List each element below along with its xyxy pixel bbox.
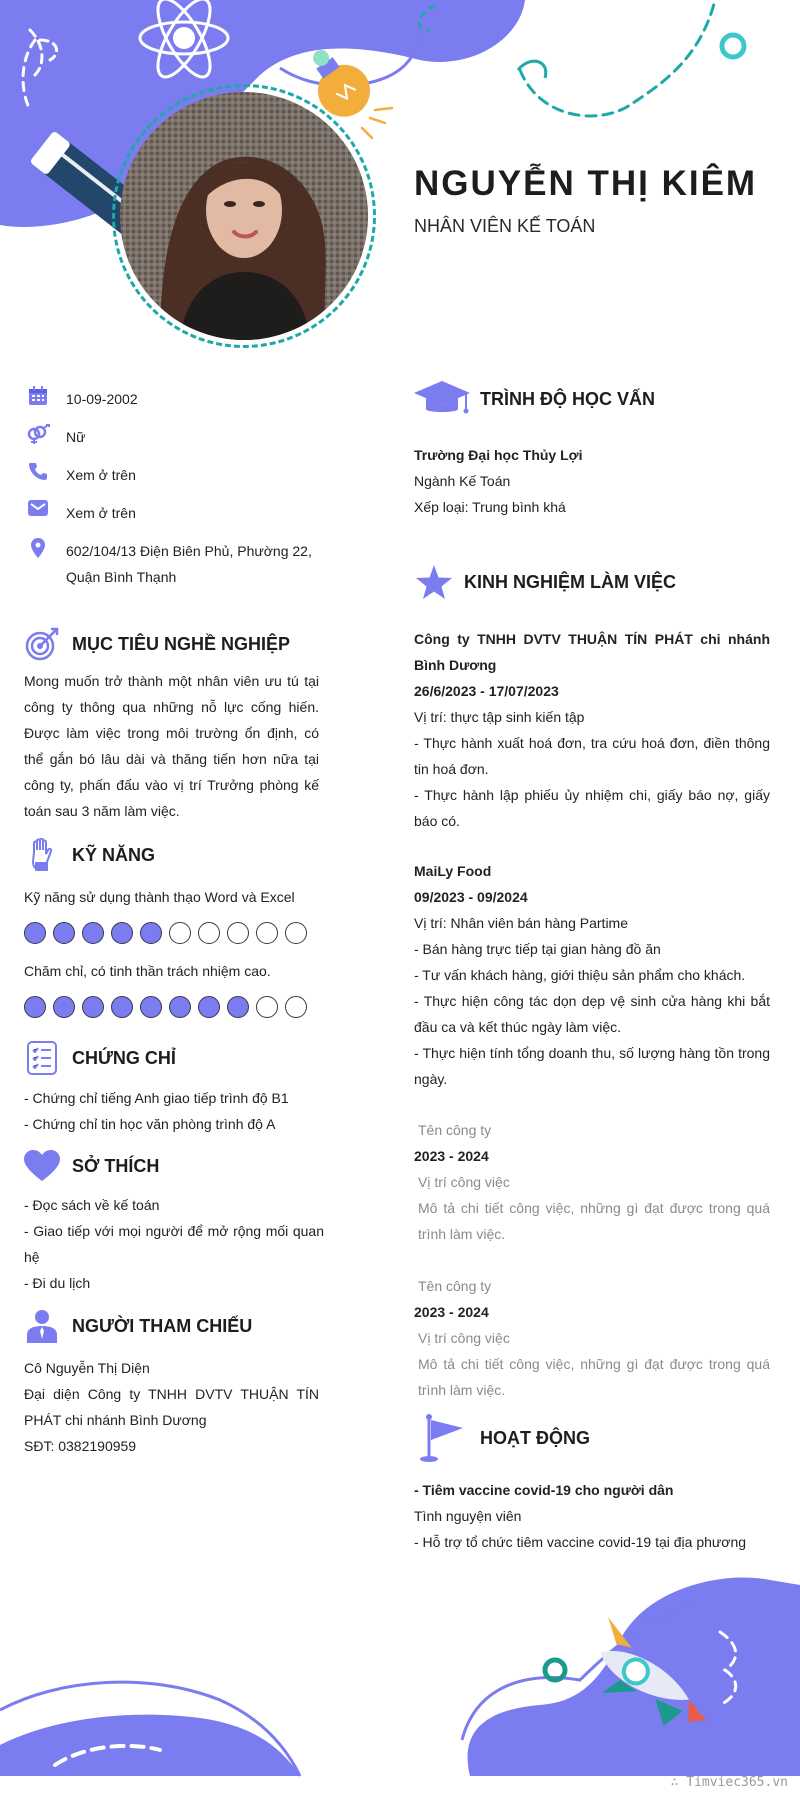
gender-icon xyxy=(26,424,50,448)
location-pin-icon xyxy=(26,538,50,562)
certificates-list xyxy=(24,1085,324,1137)
certificates-header xyxy=(22,1038,176,1078)
rating-dot-filled xyxy=(82,922,104,944)
activities-header xyxy=(414,1418,590,1458)
hobby-item: - Đi du lịch xyxy=(24,1275,91,1291)
work-position: Vị trí: thực tập sinh kiến tập xyxy=(414,709,585,725)
rating-dot-empty xyxy=(227,922,249,944)
work-detail: - Thực hiện công tác dọn dẹp vệ sinh cửa hàng khi bắt đầu ca và kết thúc ngày làm việc. xyxy=(414,993,770,1035)
company-name: Tên công ty xyxy=(418,1122,492,1138)
activity-detail: - Hỗ trợ tổ chức tiêm vaccine covid-19 tại địa phương xyxy=(414,1534,747,1550)
star-icon xyxy=(414,562,454,602)
candidate-name: NGUYỄN THỊ KIÊM xyxy=(414,164,758,203)
experience-title: KINH NGHIỆM LÀM VIỆC xyxy=(464,571,677,592)
skill-name-2: Chăm chỉ, có tinh thần trách nhiệm cao. xyxy=(24,963,271,979)
hobby-item: - Giao tiếp với mọi người để mở rộng mối quan hệ xyxy=(24,1223,324,1265)
contact-address xyxy=(26,538,316,590)
graduation-cap-icon xyxy=(414,379,470,419)
certificate-item: - Chứng chỉ tiếng Anh giao tiếp trình độ B1 xyxy=(24,1090,289,1106)
contact-phone xyxy=(26,462,316,488)
activity-item xyxy=(414,1477,774,1555)
checklist-icon xyxy=(22,1038,62,1078)
hobby-item: - Đọc sách về kế toán xyxy=(24,1197,160,1213)
person-icon xyxy=(22,1306,62,1346)
rating-dot-filled xyxy=(24,922,46,944)
skills-title: KỸ NĂNG xyxy=(72,844,156,865)
gender-value: Nữ xyxy=(66,429,86,445)
company-name: Công ty TNHH DVTV THUẬN TÍN PHÁT chi nhánh Bình Dương xyxy=(414,631,770,673)
work-detail: - Thực hành xuất hoá đơn, tra cứu hoá đơn, điền thông tin hoá đơn. xyxy=(414,735,770,777)
rating-dot-filled xyxy=(198,996,220,1018)
reference-line: Đại diện Công ty TNHH DVTV THUẬN TÍN PHÁT chi nhánh Bình Dương xyxy=(24,1386,319,1428)
rating-dot-filled xyxy=(53,922,75,944)
grade: Xếp loại: Trung bình khá xyxy=(414,499,566,515)
activity-name: - Tiêm vaccine covid-19 cho người dân xyxy=(414,1482,674,1498)
rating-dot-filled xyxy=(140,922,162,944)
certificate-item: - Chứng chỉ tin học văn phòng trình độ A xyxy=(24,1116,276,1132)
contact-gender xyxy=(26,424,316,450)
contact-birthday xyxy=(26,386,316,412)
work-period: 09/2023 - 09/2024 xyxy=(414,889,528,905)
work-detail: - Thực hiện tính tổng doanh thu, số lượng hàng tồn trong ngày. xyxy=(414,1045,770,1087)
hand-icon xyxy=(22,835,62,875)
rating-dot-empty xyxy=(256,922,278,944)
education-details xyxy=(414,442,774,520)
rating-dot-filled xyxy=(169,996,191,1018)
rating-dot-filled xyxy=(140,996,162,1018)
rating-dot-filled xyxy=(227,996,249,1018)
calendar-icon xyxy=(26,386,50,410)
contact-email xyxy=(26,500,316,526)
skills-header xyxy=(22,835,155,875)
reference-line: Cô Nguyễn Thị Diện xyxy=(24,1360,150,1376)
skill-rating-2 xyxy=(24,996,314,1018)
rating-dot-empty xyxy=(285,996,307,1018)
hobbies-header xyxy=(22,1146,159,1186)
work-detail: - Thực hành lập phiếu ủy nhiệm chi, giấy báo nợ, giấy báo có. xyxy=(414,787,770,829)
certificates-title: CHỨNG CHỈ xyxy=(72,1047,176,1068)
job-title: NHÂN VIÊN KẾ TOÁN xyxy=(414,216,596,236)
rating-dot-filled xyxy=(111,996,133,1018)
rating-dot-filled xyxy=(82,996,104,1018)
references-title: NGƯỜI THAM CHIẾU xyxy=(72,1315,253,1336)
heart-icon xyxy=(22,1146,62,1186)
references-text xyxy=(24,1355,319,1459)
references-header xyxy=(22,1306,252,1346)
rating-dot-empty xyxy=(169,922,191,944)
rating-dot-empty xyxy=(285,922,307,944)
skill-rating-1 xyxy=(24,922,314,944)
work-period: 2023 - 2024 xyxy=(414,1304,489,1320)
education-header xyxy=(414,379,655,419)
experience-item-3 xyxy=(414,1117,770,1247)
footer-decoration xyxy=(0,1560,800,1796)
objective-title: MỤC TIÊU NGHỀ NGHIỆP xyxy=(72,633,291,654)
work-detail: Mô tả chi tiết công việc, những gì đạt được trong quá trình làm việc. xyxy=(418,1200,770,1242)
hobbies-list xyxy=(24,1192,324,1296)
work-period: 26/6/2023 - 17/07/2023 xyxy=(414,683,559,699)
email-value[interactable]: Xem ở trên xyxy=(66,505,136,521)
work-detail: Mô tả chi tiết công việc, những gì đạt được trong quá trình làm việc. xyxy=(418,1356,770,1398)
rating-dot-filled xyxy=(24,996,46,1018)
work-position: Vị trí công việc xyxy=(418,1174,510,1190)
experience-header xyxy=(414,562,676,602)
rating-dot-empty xyxy=(256,996,278,1018)
phone-icon xyxy=(26,462,50,486)
skill-name-1: Kỹ năng sử dụng thành thạo Word và Excel xyxy=(24,889,295,905)
email-icon xyxy=(26,500,50,524)
phone-value[interactable]: Xem ở trên xyxy=(66,467,136,483)
experience-item-2 xyxy=(414,858,770,1092)
flag-icon xyxy=(414,1418,470,1458)
work-detail: - Bán hàng trực tiếp tại gian hàng đồ ăn xyxy=(414,941,661,957)
target-icon xyxy=(22,624,62,664)
work-detail: - Tư vấn khách hàng, giới thiệu sản phẩm cho khách. xyxy=(414,967,746,983)
reference-line: SĐT: 0382190959 xyxy=(24,1438,137,1454)
activity-role: Tình nguyện viên xyxy=(414,1508,522,1524)
experience-item-1 xyxy=(414,626,770,834)
objective-header xyxy=(22,624,290,664)
watermark: ∴ Timviec365.vn xyxy=(670,1775,788,1790)
experience-item-4 xyxy=(414,1273,770,1403)
school-name: Trường Đại học Thủy Lợi xyxy=(414,447,583,463)
rating-dot-filled xyxy=(53,996,75,1018)
rating-dot-filled xyxy=(111,922,133,944)
activities-title: HOẠT ĐỘNG xyxy=(480,1427,590,1448)
work-position: Vị trí: Nhân viên bán hàng Partime xyxy=(414,915,629,931)
company-name: Tên công ty xyxy=(418,1278,492,1294)
work-period: 2023 - 2024 xyxy=(414,1148,489,1164)
avatar xyxy=(120,92,368,340)
education-title: TRÌNH ĐỘ HỌC VẤN xyxy=(480,388,655,409)
rating-dot-empty xyxy=(198,922,220,944)
work-position: Vị trí công việc xyxy=(418,1330,510,1346)
company-name: MaiLy Food xyxy=(414,863,492,879)
birthday-value: 10-09-2002 xyxy=(66,391,138,407)
major: Ngành Kế Toán xyxy=(414,473,511,489)
hobbies-title: SỞ THÍCH xyxy=(72,1155,160,1176)
address-value: 602/104/13 Điện Biên Phủ, Phường 22, Quận Bình Thạnh xyxy=(66,543,312,585)
objective-text: Mong muốn trở thành một nhân viên ưu tú tại công ty thông qua những nỗ lực cống hiến. Được làm việc trong môi trường ổn định, có thể gắn bó lâu dài và thăng tiến hơn nữa tại công ty, phấn đấu vào vị trí Trưởng phòng kế toán sau 3 năm làm việc. xyxy=(24,673,319,819)
